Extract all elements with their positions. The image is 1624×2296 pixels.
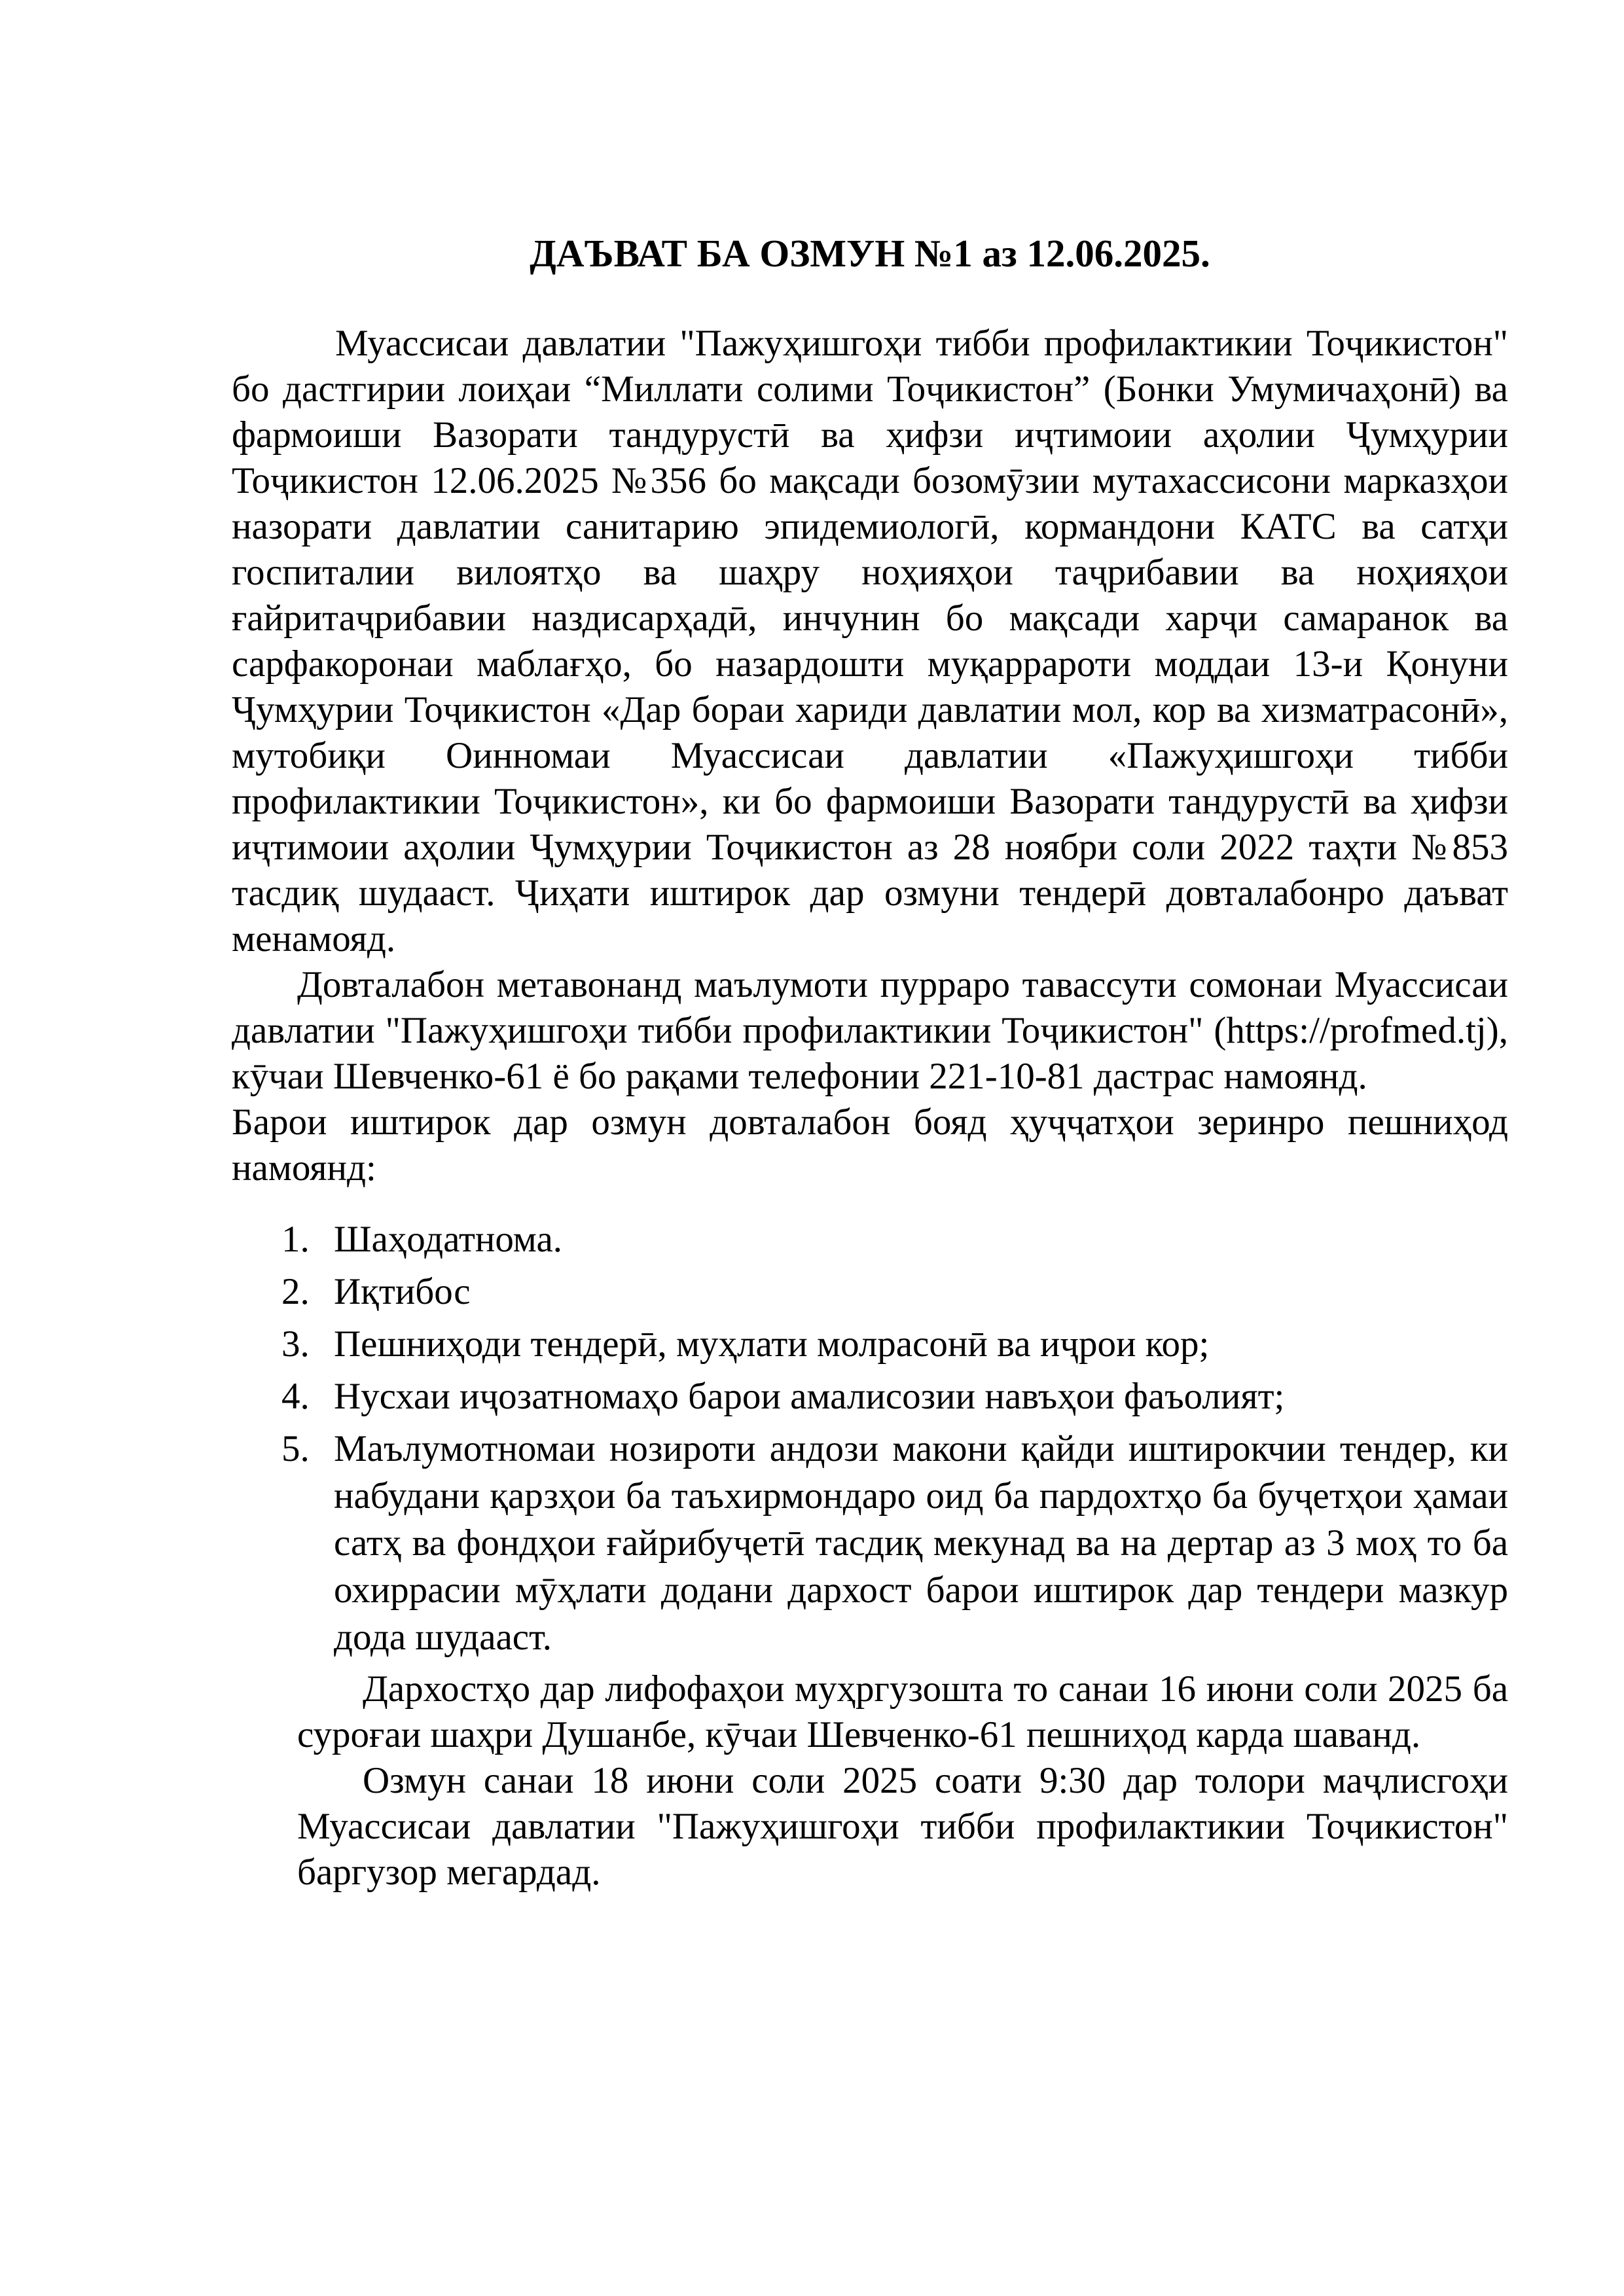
list-item-3-text: Пешниҳоди тендерӣ, муҳлати молрасонӣ ва иҷрои кор; <box>334 1323 1210 1365</box>
paragraph-deadline: Дархостҳо дар лифофаҳои муҳргузошта то санаи 16 июни соли 2025 ба суроғаи шаҳри Душанбе, кӯчаи Шевченко-61 пешниҳод карда шаванд. <box>297 1668 1508 1755</box>
page-title: ДАЪВАТ БА ОЗМУН №1 аз 12.06.2025. <box>530 232 1210 275</box>
paragraph-intro: Муассисаи давлатии "Пажуҳишгоҳи тибби профилактикии Тоҷикистон" бо дастгирии лоиҳаи “Миллати солими Тоҷикистон” (Бонки Умумичаҳонӣ) ва фармоиши Вазорати тандурустӣ ва ҳифзи иҷтимоии аҳолии Ҷумҳурии Тоҷикистон 12.06.2025 №356 бо мақсади бозомӯзии мутахассисони марказҳои назорати давлатии санитарию эпидемиологӣ, кормандони КАТС ва сатҳи госпиталии вилоятҳо ва шаҳру ноҳияҳои таҷрибавии ва ноҳияҳои ғайритаҷрибавии наздисарҳадӣ, инчунин бо мақсади харҷи самаранок ва сарфакоронаи маблағҳо, бо назардошти муқаррароти моддаи 13-и Қонуни Ҷумҳурии Тоҷикистон «Дар бораи хариди давлатии мол, кор ва хизматрасонӣ», мутобиқи Оинномаи Муассисаи давлатии «Пажуҳишгоҳи тибби профилактикии Тоҷикистон», ки бо фармоиши Вазорати тандурустӣ ва ҳифзи иҷтимоии аҳолии Ҷумҳурии Тоҷикистон аз 28 ноябри соли 2022 таҳти №853 тасдиқ шудааст. Ҷиҳати иштирок дар озмуни тендерӣ довталабонро даъват менамояд. <box>232 323 1508 960</box>
list-item-3-number: 3. <box>281 1323 310 1365</box>
list-item-1-text: Шаҳодатнома. <box>334 1219 563 1260</box>
paragraph-event: Озмун санаи 18 июни соли 2025 соати 9:30 дар толори маҷлисгоҳи Муассисаи давлатии "Пажуҳишгоҳи тибби профилактикии Тоҷикистон" баргузор мегардад. <box>297 1760 1508 1893</box>
list-item-2 <box>232 1268 1508 1316</box>
paragraph-requirements-intro: Барои иштирок дар озмун довталабон бояд ҳуҷҷатҳои зеринро пешниҳод намоянд: <box>232 1102 1508 1189</box>
list-item-4 <box>232 1373 1508 1420</box>
list-item-1 <box>232 1216 1508 1263</box>
list-item-1-number: 1. <box>281 1219 310 1260</box>
required-documents-list <box>232 1216 1508 1661</box>
list-item-2-number: 2. <box>281 1271 310 1312</box>
list-item-4-number: 4. <box>281 1376 310 1417</box>
list-item-5 <box>232 1426 1508 1661</box>
list-item-5-text: Маълумотномаи нозироти андози макони қайди иштирокчии тендер, ки набудани қарзҳои ба таъхирмондаро оид ба пардохтҳо ба буҷетҳои ҳамаи сатҳ ва фондҳои ғайрибуҷетӣ тасдиқ мекунад ва на дертар аз 3 моҳ то ба охиррасии мӯҳлати додани дархост барои иштирок дар тендери мазкур дода шудааст. <box>334 1428 1508 1658</box>
paragraph-contact: Довталабон метавонанд маълумоти пурраро тавассути сомонаи Муассисаи давлатии "Пажуҳишгоҳи тибби профилактикии Тоҷикистон" (https://profmed.tj), кӯчаи Шевченко-61 ё бо рақами телефонии 221-10-81 дастрас намоянд. <box>232 964 1508 1097</box>
list-item-2-text: Иқтибос <box>334 1271 471 1312</box>
list-item-4-text: Нусхаи иҷозатномаҳо барои амалисозии навъҳои фаъолият; <box>334 1376 1285 1417</box>
list-item-5-number: 5. <box>281 1428 310 1469</box>
list-item-3 <box>232 1321 1508 1368</box>
